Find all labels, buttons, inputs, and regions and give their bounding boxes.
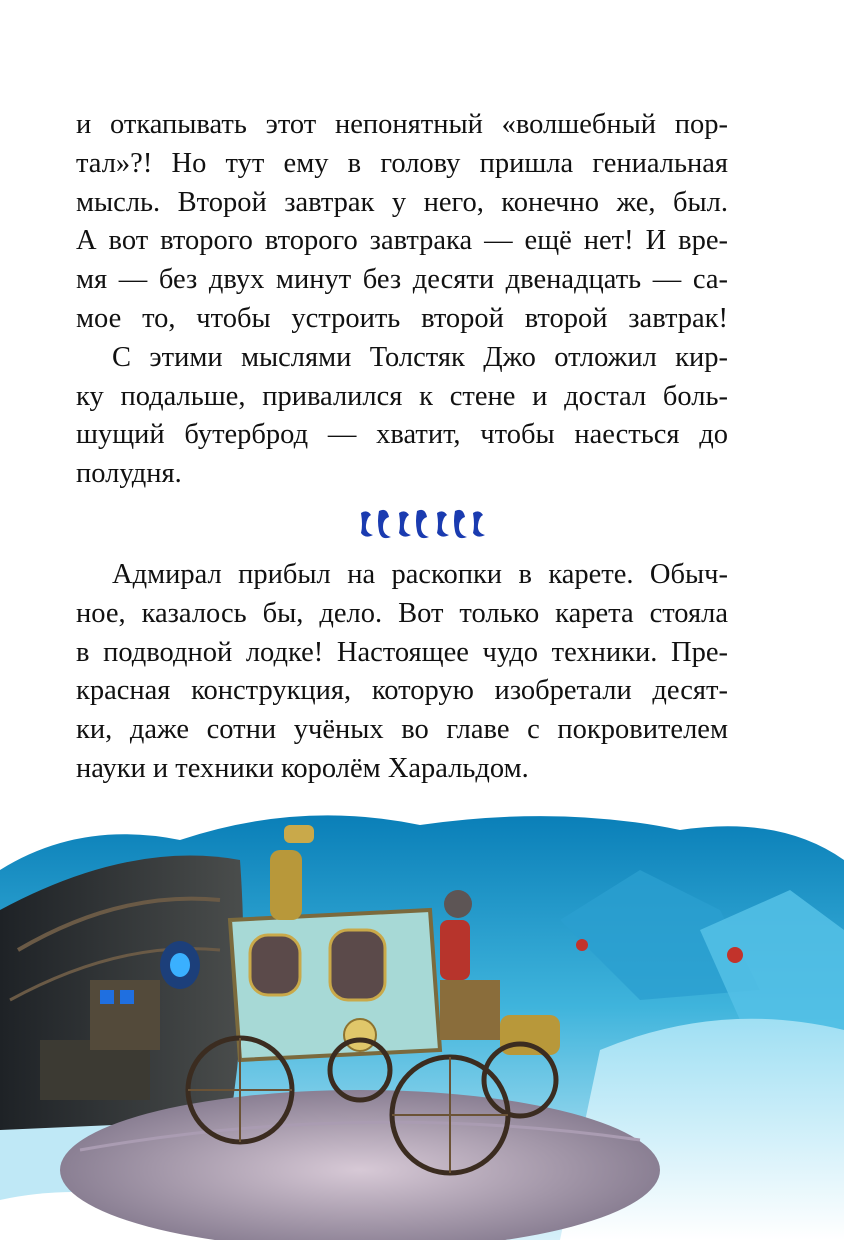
text-line: Адмирал прибыл на раскопки в карете. Обыч- [112,559,728,590]
paragraph-3 [76,556,728,789]
text-line: мя — без двух минут без десяти двенадцать — са- [76,264,728,296]
paragraph-1 [76,106,728,339]
text-line: шущий бутерброд — хватит, чтобы наесться до [76,419,728,451]
text-line: тал»?! Но тут ему в голову пришла гениальная [76,147,728,179]
text-line: полудня. [76,458,182,490]
text-block-top [76,106,728,494]
text-line: и откапывать этот непонятный «волшебный пор- [76,109,728,140]
text-line: красная конструкция, которую изобретали десят- [76,675,728,707]
text-line: ки, даже сотни учёных во главе с покровителем [76,714,728,746]
text-line: ку подальше, привалился к стене и достал боль- [76,380,728,412]
text-line: С этими мыслями Толстяк Джо отложил кир- [112,341,728,373]
steampunk-carriage-in-ice-cave-illustration [0,800,844,1240]
text-line: ное, казалось бы, дело. Вот только карета стояла [76,597,728,629]
text-line: мысль. Второй завтрак у него, конечно же, был. [76,186,728,218]
text-line: А вот второго второго завтрака — ещё нет! И вре- [76,225,728,257]
paragraph-2 [76,339,728,494]
text-line: в подводной лодке! Настоящее чудо техники. Пре- [76,636,728,668]
decorative-divider-icon [0,505,844,546]
text-block-bottom [76,556,728,789]
text-line: науки и техники королём Харальдом. [76,752,529,784]
text-line: мое то, чтобы устроить второй второй завтрак! [76,302,728,334]
